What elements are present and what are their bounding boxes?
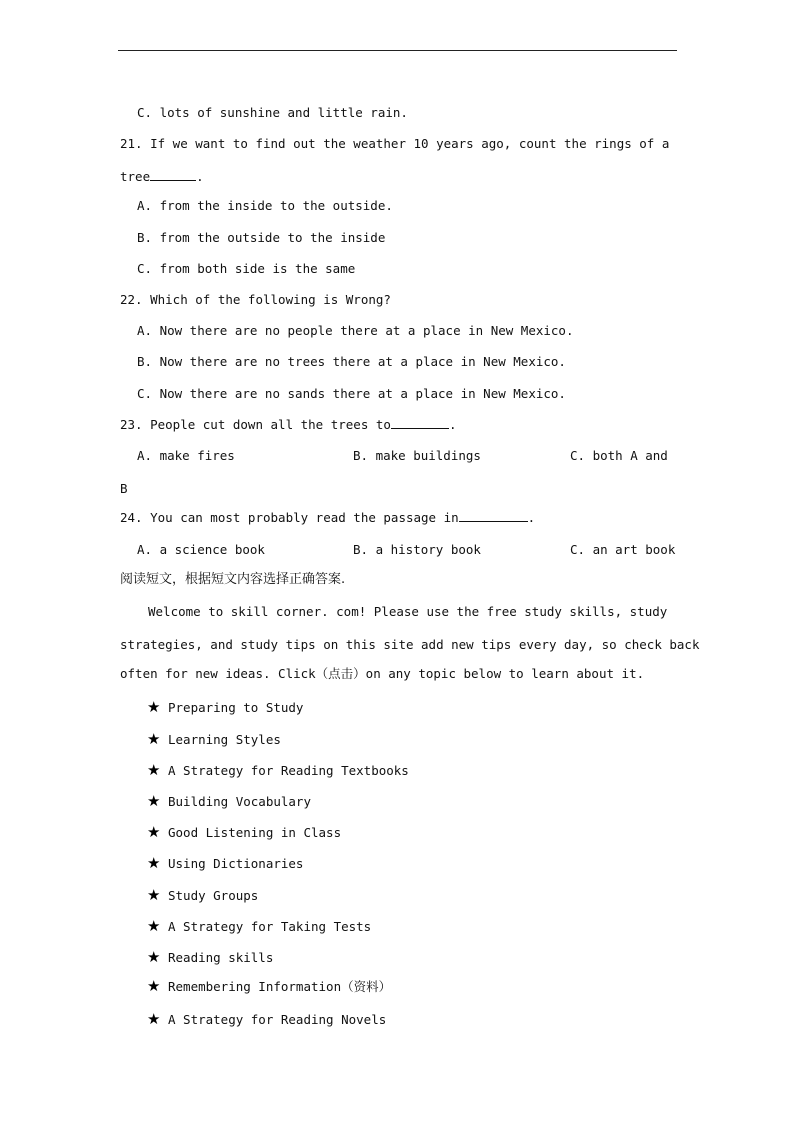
topic-item[interactable] <box>147 887 258 904</box>
q24-option-a: A. a science book <box>137 542 265 557</box>
star-icon: ★ <box>147 1010 161 1028</box>
q22-option-a: A. Now there are no people there at a place in New Mexico. <box>137 323 574 338</box>
star-icon: ★ <box>147 823 161 841</box>
topic-item[interactable] <box>147 855 303 872</box>
q21-option-a: A. from the inside to the outside. <box>137 198 393 213</box>
q21-stem-cont <box>120 169 204 185</box>
topic-item[interactable] <box>147 824 341 841</box>
q21-stem-word: tree <box>120 169 151 184</box>
q23-stem: 23. People cut down all the trees to <box>120 417 391 432</box>
answer-blank <box>459 510 528 522</box>
topic-label: A Strategy for Taking Tests <box>168 919 372 934</box>
star-icon: ★ <box>147 730 161 748</box>
q20-option-c: C. lots of sunshine and little rain. <box>137 105 408 120</box>
q22-option-c: C. Now there are no sands there at a place in New Mexico. <box>137 386 566 401</box>
header-rule <box>118 50 677 51</box>
q23-option-a: A. make fires <box>137 448 235 463</box>
q23-option-b: B. make buildings <box>353 448 481 463</box>
topic-item[interactable] <box>147 1011 386 1028</box>
q22-option-b: B. Now there are no trees there at a place in New Mexico. <box>137 354 566 369</box>
topic-label: A Strategy for Reading Textbooks <box>168 763 409 778</box>
q21-stem: 21. If we want to find out the weather 10 years ago, count the rings of a <box>120 136 670 151</box>
star-icon: ★ <box>147 977 161 995</box>
q21-option-b: B. from the outside to the inside <box>137 230 386 245</box>
passage-line-2: strategies, and study tips on this site add new tips every day, so check back <box>120 637 700 652</box>
topic-item[interactable] <box>147 918 371 935</box>
topic-label: Learning Styles <box>168 732 281 747</box>
q23-option-c: C. both A and <box>570 448 668 463</box>
topic-label: Study Groups <box>168 888 259 903</box>
star-icon: ★ <box>147 698 161 716</box>
q23-stem-line <box>120 417 456 433</box>
q24-option-b: B. a history book <box>353 542 481 557</box>
q22-stem: 22. Which of the following is Wrong? <box>120 292 391 307</box>
reading-instruction: 阅读短文，根据短文内容选择正确答案. <box>120 572 346 587</box>
q24-stem-end: . <box>527 510 536 525</box>
star-icon: ★ <box>147 948 161 966</box>
answer-blank <box>150 169 196 181</box>
star-icon: ★ <box>147 917 161 935</box>
q23-stem-end: . <box>448 417 457 432</box>
star-icon: ★ <box>147 854 161 872</box>
topic-item[interactable] <box>147 699 303 716</box>
topic-label: Reading skills <box>168 950 274 965</box>
topic-label: Remembering Information（资料） <box>168 979 392 994</box>
q24-option-c: C. an art book <box>570 542 676 557</box>
star-icon: ★ <box>147 792 161 810</box>
passage-line-1: Welcome to skill corner. com! Please use the free study skills, study <box>148 604 668 619</box>
topic-label: Preparing to Study <box>168 700 304 715</box>
topic-item[interactable] <box>147 949 273 966</box>
topic-item[interactable] <box>147 762 409 779</box>
answer-blank <box>391 417 449 429</box>
q23-option-c-wrap: B <box>120 481 128 496</box>
topic-item[interactable] <box>147 731 281 748</box>
topic-label: A Strategy for Reading Novels <box>168 1012 387 1027</box>
star-icon: ★ <box>147 761 161 779</box>
q24-stem: 24. You can most probably read the passage in <box>120 510 459 525</box>
q21-option-c: C. from both side is the same <box>137 261 356 276</box>
passage-line-3: often for new ideas. Click（点击）on any topic below to learn about it. <box>120 666 645 681</box>
star-icon: ★ <box>147 886 161 904</box>
topic-item[interactable] <box>147 793 311 810</box>
q21-stem-end: . <box>196 169 204 184</box>
topic-label: Using Dictionaries <box>168 856 304 871</box>
q24-stem-line <box>120 510 535 526</box>
topic-item[interactable] <box>147 978 391 995</box>
topic-label: Building Vocabulary <box>168 794 311 809</box>
topic-label: Good Listening in Class <box>168 825 342 840</box>
